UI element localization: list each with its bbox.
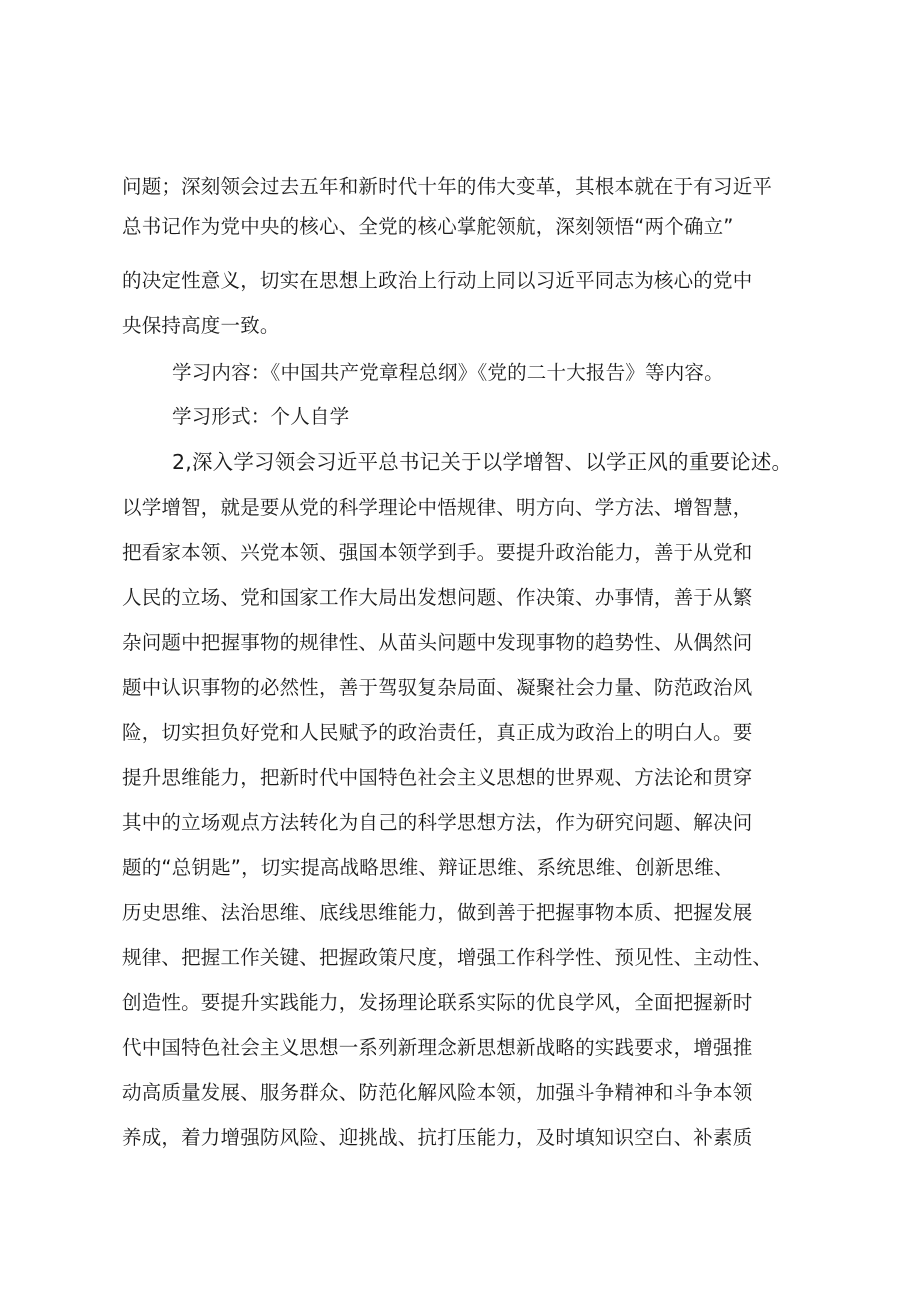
paragraph-line: 其中的立场观点方法转化为自己的科学思想方法，作为研究问题、解决问 bbox=[122, 811, 753, 834]
paragraph-line: 总书记作为党中央的核心、全党的核心掌舵领航，深刻领悟“两个确立” bbox=[122, 215, 734, 238]
paragraph-line: 动高质量发展、服务群众、防范化解风险本领，加强斗争精神和斗争本领 bbox=[122, 1081, 753, 1104]
paragraph-line: 险，切实担负好党和人民赋予的政治责任，真正成为政治上的明白人。要 bbox=[122, 721, 753, 744]
paragraph-line: 创造性。要提升实践能力，发扬理论联系实际的优良学风，全面把握新时 bbox=[122, 991, 753, 1014]
study-form: 学习形式：个人自学 bbox=[172, 405, 350, 428]
paragraph-line: 提升思维能力，把新时代中国特色社会主义思想的世界观、方法论和贯穿 bbox=[122, 766, 753, 789]
paragraph-line: 杂问题中把握事物的规律性、从苗头问题中发现事物的趋势性、从偶然问 bbox=[122, 631, 753, 654]
study-content: 学习内容：《中国共产党章程总纲》《党的二十大报告》等内容。 bbox=[172, 361, 724, 384]
paragraph-line: 央保持高度一致。 bbox=[122, 314, 280, 337]
paragraph-line: 历史思维、法治思维、底线思维能力，做到善于把握事物本质、把握发展 bbox=[122, 901, 753, 924]
paragraph-line: 代中国特色社会主义思想一系列新理念新思想新战略的实践要求，增强推 bbox=[122, 1036, 753, 1059]
paragraph-line: 把看家本领、兴党本领、强国本领学到手。要提升政治能力，善于从党和 bbox=[122, 541, 753, 564]
paragraph-line: 以学增智，就是要从党的科学理论中悟规律、明方向、学方法、增智慧， bbox=[122, 496, 753, 519]
paragraph-line: 规律、把握工作关键、把握政策尺度，增强工作科学性、预见性、主动性、 bbox=[122, 946, 773, 969]
section-heading-line: 2,深入学习领会习近平总书记关于以学增智、以学正风的重要论述。 bbox=[172, 450, 793, 474]
paragraph-line: 的决定性意义，切实在思想上政治上行动上同以习近平同志为核心的党中 bbox=[122, 269, 753, 292]
paragraph-line: 人民的立场、党和国家工作大局出发想问题、作决策、办事情，善于从繁 bbox=[122, 586, 753, 609]
paragraph-line: 问题；深刻领会过去五年和新时代十年的伟大变革，其根本就在于有习近平 bbox=[122, 175, 773, 198]
paragraph-line: 题的“总钥匙”，切实提高战略思维、辩证思维、系统思维、创新思维、 bbox=[122, 856, 734, 879]
paragraph-line: 题中认识事物的必然性，善于驾驭复杂局面、凝聚社会力量、防范政治风 bbox=[122, 676, 753, 699]
paragraph-line: 养成，着力增强防风险、迎挑战、抗打压能力，及时填知识空白、补素质 bbox=[122, 1126, 753, 1149]
